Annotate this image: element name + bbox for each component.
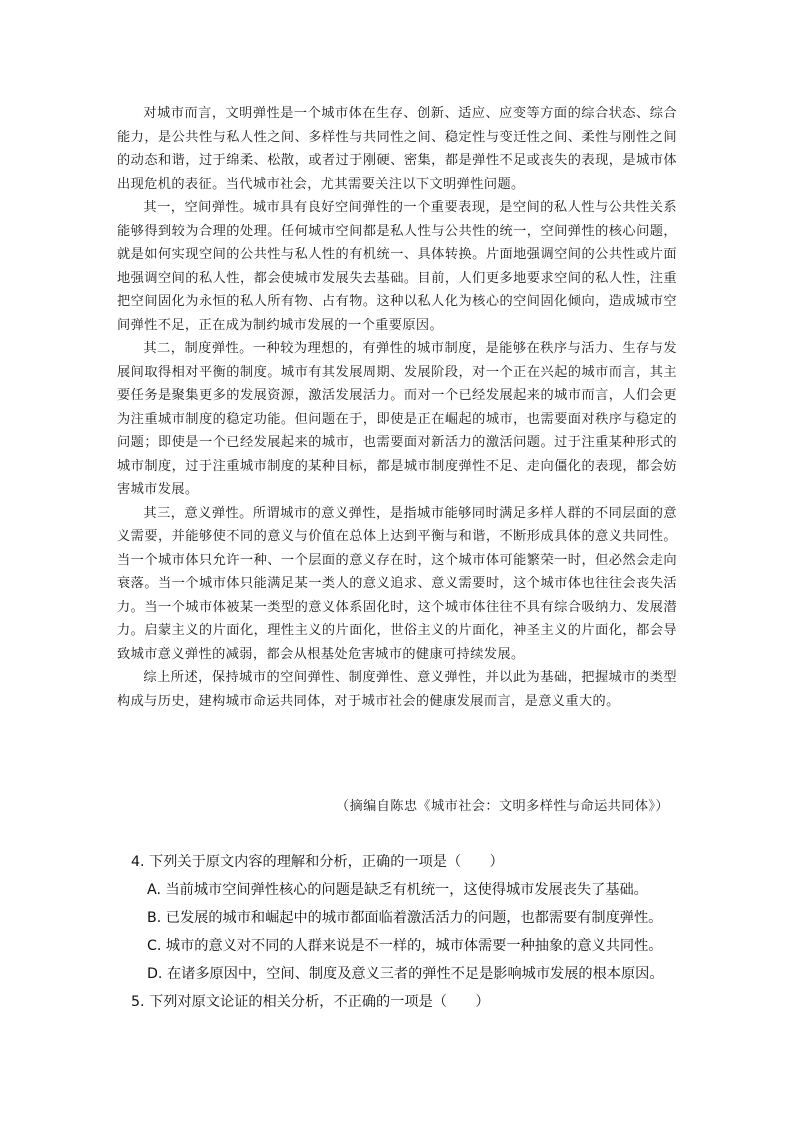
question-5-stem: 5. 下列对原文论证的相关分析，不正确的一项是（ ） [131, 994, 490, 1010]
passage-paragraph-1: 对城市而言，文明弹性是一个城市体在生存、创新、适应、应变等方面的综合状态、综合能力，是公共性与私人性之间、多样性与共同性之间、稳定性与变迁性之间、柔性与刚性之间的动态和谐，过于绵柔、松散，或者过于刚硬、密集，都是弹性不足或丧失的表现，是城市体出现危机的表征。当代城市社会，尤其需要关注以下文明弹性问题。 [117, 106, 677, 192]
question-4-option-b: B. 已发展的城市和崛起中的城市都面临着激活活力的问题，也都需要有制度弹性。 [147, 910, 663, 926]
question-4-option-a: A. 当前城市空间弹性核心的问题是缺乏有机统一，这使得城市发展丧失了基础。 [147, 882, 648, 898]
question-4-stem: 4. 下列关于原文内容的理解和分析，正确的一项是（ ） [131, 854, 504, 870]
passage-paragraph-5: 综上所述，保持城市的空间弹性、制度弹性、意义弹性，并以此为基础，把握城市的类型构成与历史，建构城市命运共同体，对于城市社会的健康发展而言，是意义重大的。 [117, 670, 677, 709]
question-4-option-d: D. 在诸多原因中，空间、制度及意义三者的弹性不足是影响城市发展的根本原因。 [147, 966, 664, 982]
question-4-option-c: C. 城市的意义对不同的人群来说是不一样的，城市体需要一种抽象的意义共同性。 [147, 938, 663, 954]
passage-paragraph-4: 其三，意义弹性。所谓城市的意义弹性，是指城市能够同时满足多样人群的不同层面的意义需要，并能够使不同的意义与价值在总体上达到平衡与和谐，不断形成具体的意义共同性。当一个城市体只允许一种、一个层面的意义存在时，这个城市体可能繁荣一时，但必然会走向衰落。当一个城市体只能满足某一类人的意义追求、意义需要时，这个城市体也往往会丧失活力。当一个城市体被某一类型的意义体系固化时，这个城市体往往不具有综合吸纳力、发展潜力。启蒙主义的片面化，理性主义的片面化，世俗主义的片面化，神圣主义的片面化，都会导致城市意义弹性的减弱，都会从根基处危害城市的健康可持续发展。 [117, 505, 677, 662]
question-list [131, 848, 691, 1016]
passage-paragraph-2: 其一，空间弹性。城市具有良好空间弹性的一个重要表现，是空间的私人性与公共性关系能够得到较为合理的处理。任何城市空间都是私人性与公共性的统一，空间弹性的核心问题，就是如何实现空间的公共性与私人性的有机统一、具体转换。片面地强调空间的公共性或片面地强调空间的私人性，都会使城市发展失去基础。目前，人们更多地要求空间的私人性，注重把空间固化为永恒的私人所有物、占有物。这种以私人化为核心的空间固化倾向，造成城市空间弹性不足，正在成为制约城市发展的一个重要原因。 [117, 200, 677, 333]
passage-source: （摘编自陈忠《城市社会：文明多样性与命运共同体》） [335, 799, 669, 814]
passage-paragraph-3: 其二，制度弹性。一种较为理想的，有弹性的城市制度，是能够在秩序与活力、生存与发展间取得相对平衡的制度。城市有其发展周期、发展阶段，对一个正在兴起的城市而言，其主要任务是聚集更多的发展资源，激活发展活力。而对一个已经发展起来的城市而言，人们会更为注重城市制度的稳定功能。但问题在于，即使是正在崛起的城市，也需要面对秩序与稳定的问题；即使是一个已经发展起来的城市，也需要面对新活力的激活问题。过于注重某种形式的城市制度，过于注重城市制度的某种目标，都是城市制度弹性不足、走向僵化的表现，都会妨害城市发展。 [117, 341, 677, 497]
reading-passage [117, 102, 677, 713]
